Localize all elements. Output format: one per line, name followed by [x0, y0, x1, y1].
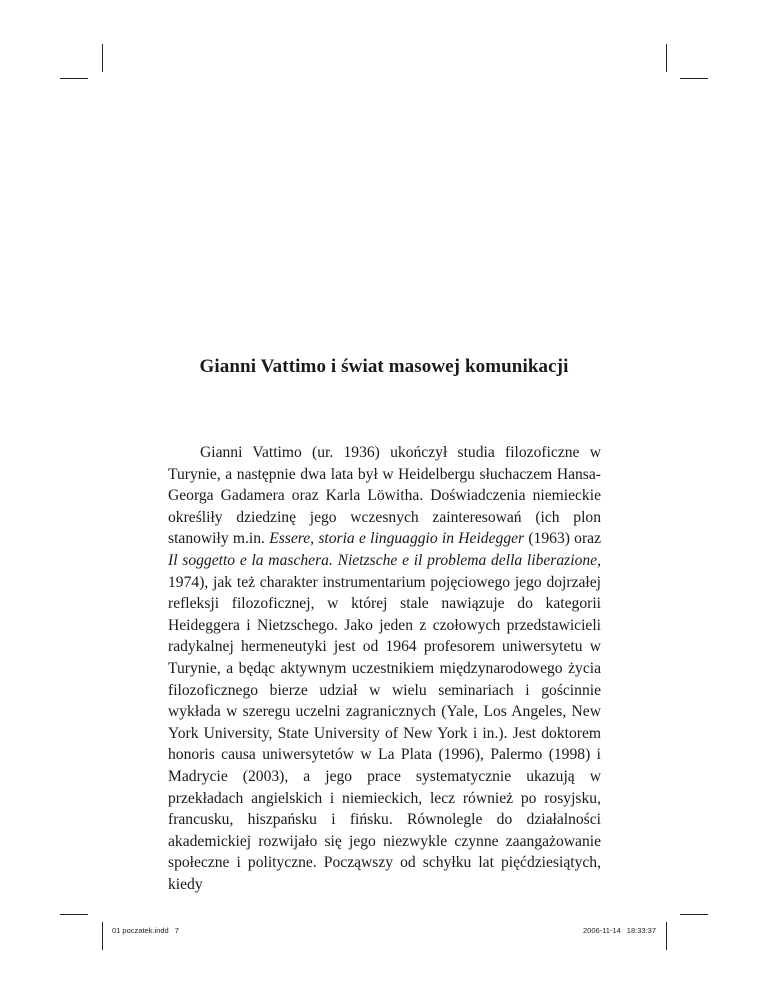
slug-time: 18:33:37 — [626, 926, 656, 935]
body-text — [168, 442, 601, 895]
paragraph: Gianni Vattimo (ur. 1936) ukończył studia filozoficzne w Turynie, a następnie dwa lata był w Heidelbergu słuchaczem Hansa-Georga Gadamera oraz Karla Löwitha. Doświadczenia niemieckie określiły dziedzinę jego wczesnych zainteresowań (ich plon stanowiły m.in. Essere, storia e linguaggio in Heidegger (1963) oraz Il soggetto e la maschera. Nietzsche e il problema della liberazione, 1974), jak też charakter instrumentarium pojęciowego jego dojrzałej refleksji filozoficznej, w której stale nawiązuje do kategorii Heideggera i Nietzschego. Jako jeden z czołowych przedstawicieli radykalnej hermeneutyki jest od 1964 profesorem uniwersytetu w Turynie, a będąc aktywnym uczestnikiem międzynarodowego życia filozoficznego bierze udział w wielu seminariach i gościnnie wykłada w szeregu uczelni zagranicznych (Yale, Los Angeles, New York University, State University of New York i in.). Jest doktorem honoris causa uniwersytetów w La Plata (1996), Palermo (1998) i Madrycie (2003), a jego prace systematycznie ukazują w przekładach angielskich i niemieckich, lecz również po rosyjsku, francusku, hiszpańsku i fińsku. Równolegle do działalności akademickiej rozwijało się jego niezwykle czynne zaangażowanie społeczne i polityczne. Począwszy od schyłku lat pięćdziesiątych, kiedy — [168, 444, 602, 893]
book-title: Essere, storia e linguaggio in Heidegger — [269, 530, 525, 548]
book-title: Il soggetto e la maschera — [168, 551, 329, 569]
chapter-title: Gianni Vattimo i świat masowej komunikacji — [199, 355, 569, 377]
crop-mark — [60, 78, 88, 79]
crop-mark — [60, 914, 88, 915]
slug-date: 2006-11-14 — [582, 926, 621, 935]
crop-mark — [666, 922, 667, 950]
crop-mark — [102, 44, 103, 72]
crop-mark — [102, 922, 103, 950]
crop-mark — [666, 44, 667, 72]
slug-left — [112, 926, 179, 935]
book-title: Nietzsche e il problema della liberazione — [337, 551, 598, 569]
slug-filename: 01 poczatek.indd — [112, 926, 169, 935]
slug-right — [583, 926, 656, 935]
crop-mark — [680, 78, 708, 79]
slug-page: 7 — [174, 926, 179, 935]
crop-mark — [680, 914, 708, 915]
